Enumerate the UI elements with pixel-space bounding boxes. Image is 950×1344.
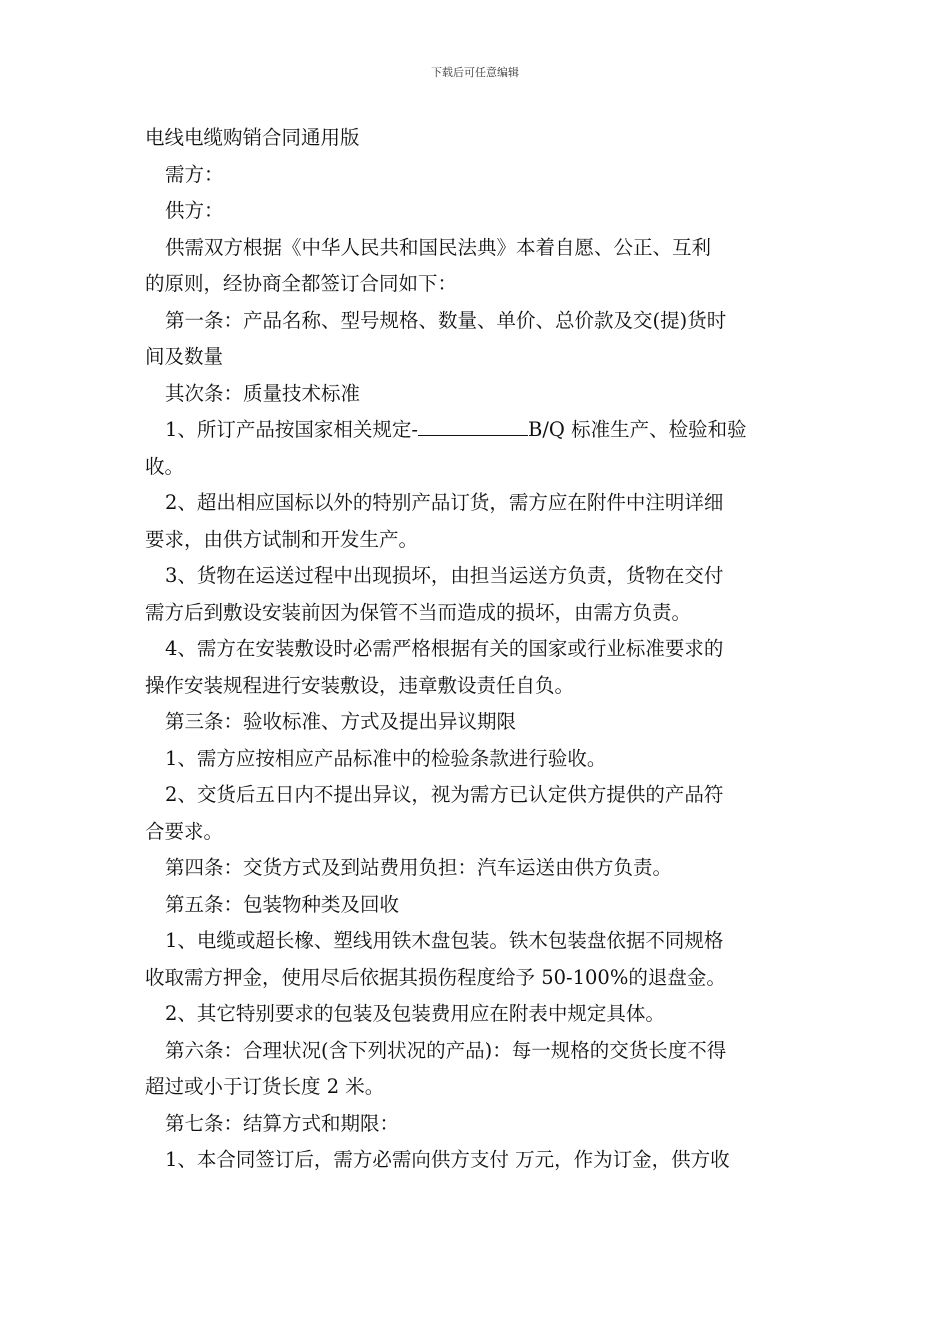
preamble-line: 的原则，经协商全都签订合同如下： [145, 272, 458, 295]
article-5-item-1: 收取需方押金，使用尽后依据其损伤程度给予 50-100%的退盘金。 [145, 965, 726, 989]
article-5-item-1: 1、电缆或超长橡、塑线用铁木盘包装。铁木包装盘依据不同规格 [165, 929, 724, 952]
seller-label: 供方： [165, 199, 224, 222]
page-header: 下载后可任意编辑 [431, 66, 519, 79]
preamble-line: 供需双方根据《中华人民共和国民法典》本着自愿、公正、互利 [165, 235, 712, 259]
article-7-title: 第七条：结算方式和期限： [165, 1111, 400, 1135]
article-2-item-4: 4、需方在安装敷设时必需严格根据有关的国家或行业标准要求的 [165, 637, 724, 660]
fill-in-blank [418, 434, 528, 436]
article-2-item-1-suffix: B/Q 标准生产、检验和验 [528, 418, 747, 441]
contract-body [145, 120, 810, 1179]
article-2-item-2: 2、超出相应国标以外的特别产品订货，需方应在附件中注明详细 [165, 491, 724, 514]
article-2-item-4: 操作安装规程进行安装敷设，违章敷设责任自负。 [145, 673, 575, 697]
article-3-title: 第三条：验收标准、方式及提出异议期限 [165, 710, 517, 733]
buyer-label: 需方： [165, 162, 224, 186]
article-2-item-2: 要求，由供方试制和开发生产。 [145, 527, 419, 551]
article-2-item-1-prefix: 1、所订产品按国家相关规定- [165, 418, 418, 441]
article-2-item-3: 3、货物在运送过程中出现损坏，由担当运送方负责，货物在交付 [165, 564, 724, 587]
article-3-item-2: 合要求。 [145, 819, 224, 843]
article-2-title: 其次条：质量技术标准 [165, 381, 361, 405]
article-2-item-1-cont: 收。 [145, 454, 185, 478]
article-5-item-2: 2、其它特别要求的包装及包装费用应在附表中规定具体。 [165, 1002, 665, 1025]
article-1-line: 间及数量 [145, 345, 224, 368]
article-2-item-1 [145, 412, 810, 449]
article-3-item-1: 1、需方应按相应产品标准中的检验条款进行验收。 [165, 746, 607, 770]
article-6: 第六条：合理状况(含下列状况的产品)：每一规格的交货长度不得 [165, 1038, 727, 1062]
article-3-item-2: 2、交货后五日内不提出异议，视为需方已认定供方提供的产品符 [165, 783, 724, 806]
article-7-item-1: 1、本合同签订后，需方必需向供方支付 万元，作为订金，供方收 [165, 1148, 730, 1171]
document-title: 电线电缆购销合同通用版 [145, 126, 360, 149]
article-1-line: 第一条：产品名称、型号规格、数量、单价、总价款及交(提)货时 [165, 308, 727, 332]
article-6: 超过或小于订货长度 2 米。 [145, 1075, 385, 1098]
article-4: 第四条：交货方式及到站费用负担：汽车运送由供方负责。 [165, 856, 673, 879]
article-2-item-3: 需方后到敷设安装前因为保管不当而造成的损坏，由需方负责。 [145, 600, 692, 624]
article-5-title: 第五条：包装物种类及回收 [165, 892, 400, 916]
